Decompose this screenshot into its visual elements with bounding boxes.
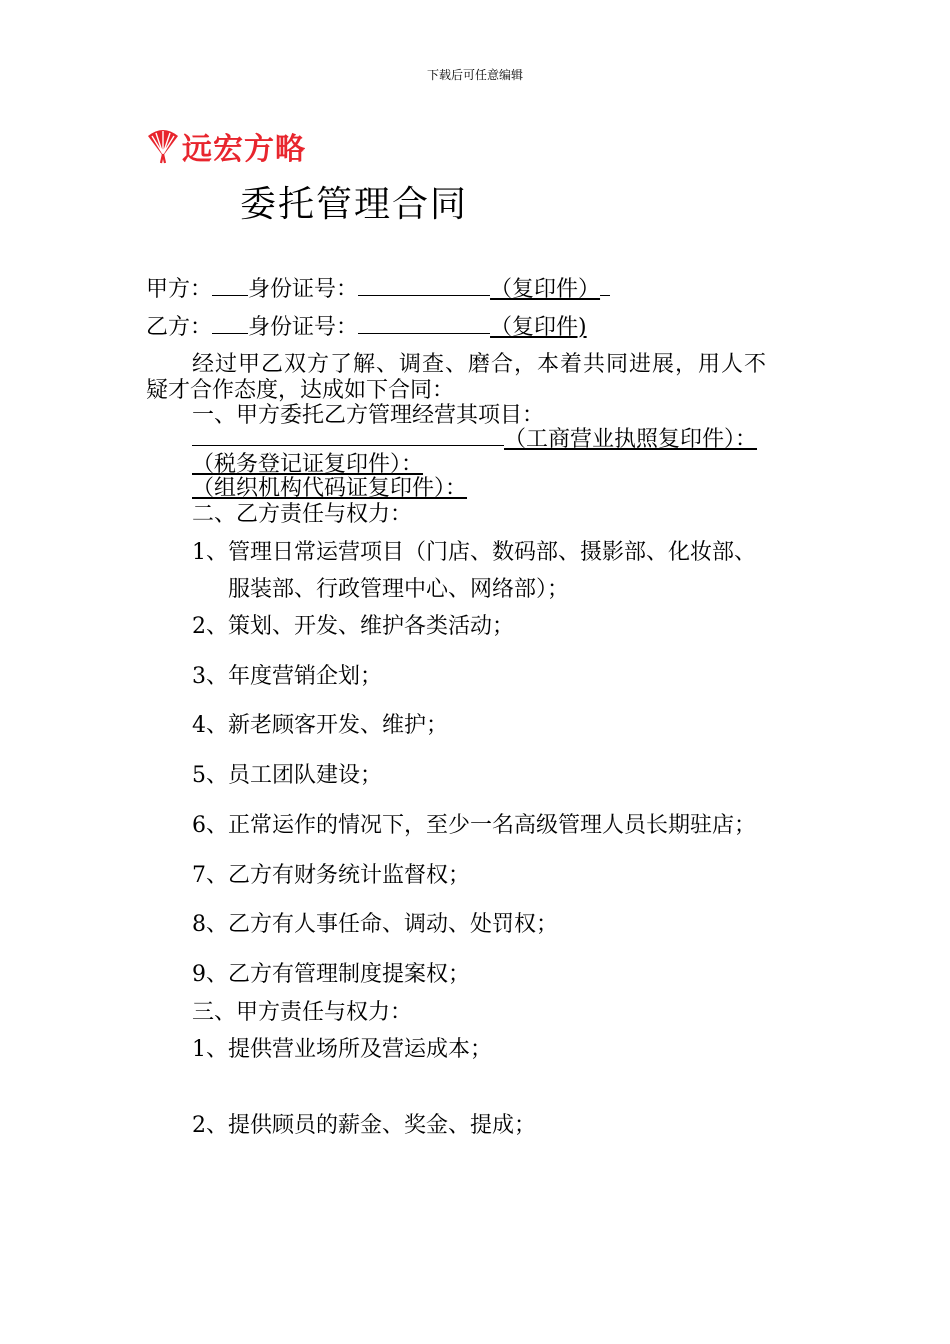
party-a-label: 甲方： bbox=[146, 277, 213, 302]
section-3-heading: 三、甲方责任与权力： bbox=[192, 1000, 413, 1025]
party-a-name-blank bbox=[212, 275, 248, 296]
list-item: 2、策划、开发、维护各类活动； bbox=[192, 614, 514, 639]
doc-tax-registration: （税务登记证复印件）： bbox=[192, 452, 424, 477]
list-item: 1、管理日常运营项目（门店、数码部、摄影部、化妆部、 bbox=[192, 540, 756, 565]
header-note: 下载后可任意编辑 bbox=[426, 68, 523, 82]
document-title: 委托管理合同 bbox=[240, 184, 469, 225]
list-item: 2、提供顾员的薪金、奖金、提成； bbox=[192, 1113, 536, 1138]
list-item: 6、正常运作的情况下，至少一名高级管理人员长期驻店； bbox=[192, 813, 756, 838]
list-item: 7、乙方有财务统计监督权； bbox=[192, 863, 470, 888]
list-item: 3、年度营销企划； bbox=[192, 664, 382, 689]
list-item: 8、乙方有人事任命、调动、处罚权； bbox=[192, 912, 558, 937]
party-b-copy-note: （复印件) bbox=[490, 315, 587, 340]
doc-business-license: （工商营业执照复印件）： bbox=[504, 427, 758, 452]
list-item: 9、乙方有管理制度提案权； bbox=[192, 962, 470, 987]
party-b-id-blank bbox=[358, 313, 490, 334]
list-item: 1、提供营业场所及营运成本； bbox=[192, 1037, 492, 1062]
logo-text: 远宏方略 bbox=[182, 132, 306, 167]
party-b-line bbox=[146, 310, 587, 341]
party-a-copy-note: （复印件） bbox=[490, 277, 601, 302]
party-b-label: 乙方： bbox=[146, 315, 213, 340]
party-b-id-label: 身份证号： bbox=[248, 315, 359, 340]
party-b-name-blank bbox=[212, 313, 248, 334]
intro-line-2: 疑才合作态度，达成如下合同： bbox=[146, 378, 455, 403]
fan-icon bbox=[146, 126, 180, 164]
list-item: 5、员工团队建设； bbox=[192, 763, 382, 788]
business-license-blank bbox=[192, 445, 504, 446]
list-item: 服装部、行政管理中心、网络部）； bbox=[228, 577, 570, 602]
party-a-id-label: 身份证号： bbox=[248, 277, 359, 302]
section-2-heading: 二、乙方责任与权力： bbox=[192, 502, 413, 527]
party-a-line bbox=[146, 272, 610, 303]
list-item: 4、新老顾客开发、维护； bbox=[192, 713, 448, 738]
party-a-id-blank bbox=[358, 275, 490, 296]
intro-line-1: 经过甲乙双方了解、调查、磨合，本着共同进展，用人不 bbox=[192, 352, 768, 377]
section-1-heading: 一、甲方委托乙方管理经营其项目： bbox=[192, 403, 545, 428]
doc-organization-code: （组织机构代码证复印件）： bbox=[192, 476, 468, 501]
